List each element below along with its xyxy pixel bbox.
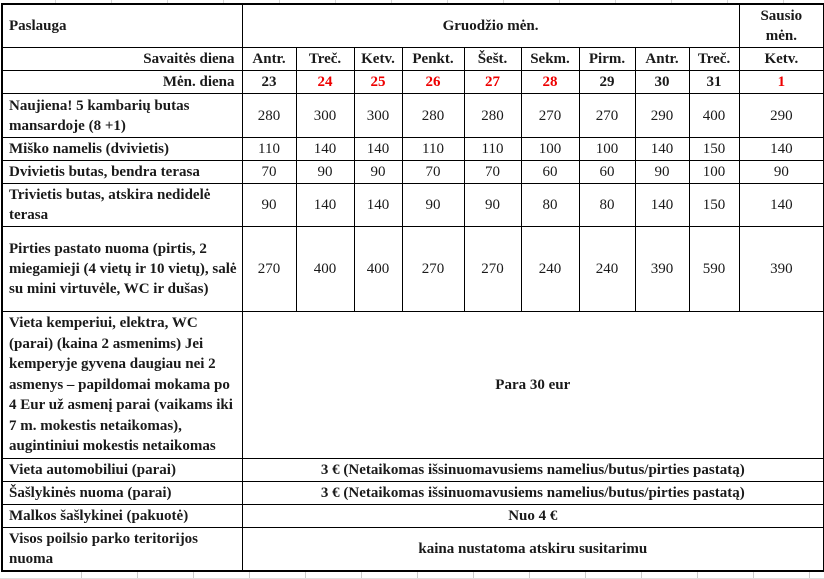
- price-row: [2, 161, 824, 184]
- weekday-cell: Pirm.: [579, 48, 635, 71]
- weekday-cell: Penkt.: [402, 48, 464, 71]
- monthday-row-label: Mėn. diena: [2, 71, 242, 94]
- price-cell: 110: [242, 138, 296, 161]
- weekday-cell: Antr.: [242, 48, 296, 71]
- merged-value-cell: 3 € (Netaikomas išsinuomavusiems namelius/butus/pirties pastatą): [242, 458, 824, 481]
- row-label: Malkos šašlykinei (pakuotė): [2, 504, 242, 527]
- date-cell: 23: [242, 71, 296, 94]
- price-cell: 90: [296, 161, 354, 184]
- price-cell: 90: [739, 161, 824, 184]
- price-cell: 70: [464, 161, 521, 184]
- price-cell: 140: [635, 184, 689, 227]
- weekday-cell: Šešt.: [464, 48, 521, 71]
- january-month-header: Sausio mėn.: [739, 4, 824, 48]
- weekday-cell: Antr.: [635, 48, 689, 71]
- price-cell: 140: [739, 138, 824, 161]
- merged-row: [2, 527, 824, 571]
- price-cell: 90: [242, 184, 296, 227]
- price-cell: 90: [635, 161, 689, 184]
- price-cell: 400: [689, 94, 739, 138]
- price-table: [1, 3, 824, 572]
- row-label: Vieta kemperiui, elektra, WC (parai) (kaina 2 asmenims) Jei kemperyje gyvena daugiau nei 2 asmenys – papildomai mokama po 4 Eur už asmenį parai (vaikams iki 7 m. mokestis netaikomas), augintiniui mokestis netaikomas: [2, 312, 242, 459]
- december-month-header: Gruodžio mėn.: [242, 4, 739, 48]
- price-cell: 300: [354, 94, 402, 138]
- price-cell: 280: [242, 94, 296, 138]
- row-label: Dvivietis butas, bendra terasa: [2, 161, 242, 184]
- price-cell: 110: [464, 138, 521, 161]
- month-header-row: [2, 4, 824, 48]
- row-label: Naujiena! 5 kambarių butas mansardoje (8 +1): [2, 94, 242, 138]
- date-cell: 25: [354, 71, 402, 94]
- price-cell: 100: [521, 138, 579, 161]
- price-cell: 270: [464, 227, 521, 312]
- price-cell: 140: [296, 138, 354, 161]
- price-row: [2, 227, 824, 312]
- price-cell: 280: [402, 94, 464, 138]
- price-cell: 90: [354, 161, 402, 184]
- merged-value-cell: 3 € (Netaikomas išsinuomavusiems namelius/butus/pirties pastatą): [242, 481, 824, 504]
- row-label: Visos poilsio parko teritorijos nuoma: [2, 527, 242, 571]
- price-cell: 140: [635, 138, 689, 161]
- row-label: Vieta automobiliui (parai): [2, 458, 242, 481]
- price-cell: 270: [242, 227, 296, 312]
- row-label: Miško namelis (dvivietis): [2, 138, 242, 161]
- price-cell: 100: [689, 161, 739, 184]
- weekday-row: [2, 48, 824, 71]
- price-cell: 270: [402, 227, 464, 312]
- weekday-cell: Ketv.: [354, 48, 402, 71]
- price-cell: 400: [296, 227, 354, 312]
- merged-row: [2, 504, 824, 527]
- price-cell: 140: [296, 184, 354, 227]
- price-cell: 390: [635, 227, 689, 312]
- date-cell: 26: [402, 71, 464, 94]
- price-cell: 100: [579, 138, 635, 161]
- merged-row: [2, 312, 824, 459]
- price-cell: 140: [739, 184, 824, 227]
- price-cell: 90: [402, 184, 464, 227]
- price-row: [2, 138, 824, 161]
- price-cell: 140: [354, 184, 402, 227]
- price-cell: 70: [402, 161, 464, 184]
- price-cell: 110: [402, 138, 464, 161]
- price-cell: 290: [739, 94, 824, 138]
- monthday-row: [2, 71, 824, 94]
- merged-value-cell: Para 30 eur: [242, 312, 824, 459]
- price-cell: 240: [579, 227, 635, 312]
- price-cell: 300: [296, 94, 354, 138]
- price-cell: 80: [579, 184, 635, 227]
- merged-row: [2, 458, 824, 481]
- price-cell: 150: [689, 138, 739, 161]
- row-label: Šašlykinės nuoma (parai): [2, 481, 242, 504]
- weekday-cell: Treč.: [296, 48, 354, 71]
- price-cell: 90: [464, 184, 521, 227]
- service-column-header: Paslauga: [2, 4, 242, 48]
- price-cell: 390: [739, 227, 824, 312]
- date-cell: 30: [635, 71, 689, 94]
- price-cell: 80: [521, 184, 579, 227]
- weekday-row-label: Savaitės diena: [2, 48, 242, 71]
- merged-value-cell: Nuo 4 €: [242, 504, 824, 527]
- weekday-cell: Ketv.: [739, 48, 824, 71]
- weekday-cell: Treč.: [689, 48, 739, 71]
- date-cell: 31: [689, 71, 739, 94]
- price-cell: 270: [579, 94, 635, 138]
- merged-value-cell: kaina nustatoma atskiru susitarimu: [242, 527, 824, 571]
- weekday-cell: Sekm.: [521, 48, 579, 71]
- price-cell: 290: [635, 94, 689, 138]
- row-label: Trivietis butas, atskira nedidelė terasa: [2, 184, 242, 227]
- date-cell: 29: [579, 71, 635, 94]
- price-cell: 280: [464, 94, 521, 138]
- merged-row: [2, 481, 824, 504]
- price-row: [2, 94, 824, 138]
- price-cell: 590: [689, 227, 739, 312]
- price-cell: 70: [242, 161, 296, 184]
- date-cell: 27: [464, 71, 521, 94]
- date-cell: 24: [296, 71, 354, 94]
- price-cell: 150: [689, 184, 739, 227]
- row-label: Pirties pastato nuoma (pirtis, 2 miegamieji (4 vietų ir 10 vietų), salė su mini virtuvėle, WC ir dušas): [2, 227, 242, 312]
- price-cell: 60: [579, 161, 635, 184]
- date-cell: 1: [739, 71, 824, 94]
- price-cell: 270: [521, 94, 579, 138]
- price-cell: 140: [354, 138, 402, 161]
- price-cell: 60: [521, 161, 579, 184]
- price-cell: 400: [354, 227, 402, 312]
- date-cell: 28: [521, 71, 579, 94]
- spreadsheet-gridlines-bottom: [0, 572, 824, 579]
- price-cell: 240: [521, 227, 579, 312]
- price-row: [2, 184, 824, 227]
